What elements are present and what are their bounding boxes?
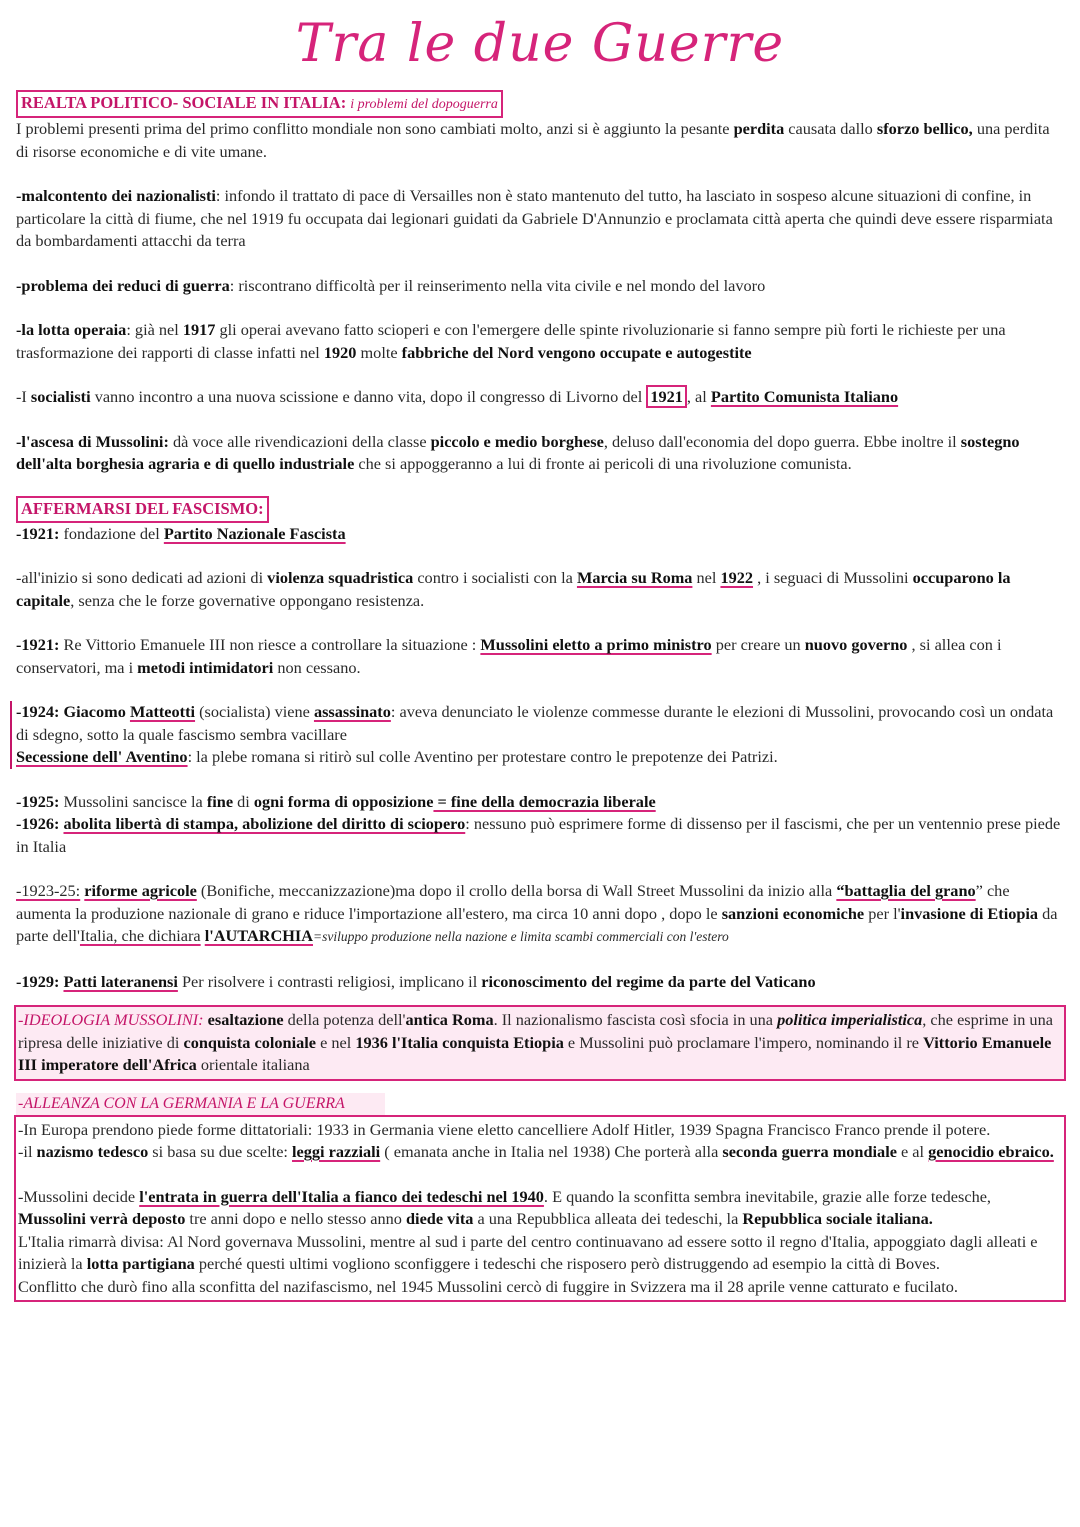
text: nel <box>692 568 721 587</box>
text: contro i socialisti con la <box>413 568 577 587</box>
paragraph-1925 <box>16 791 1066 814</box>
text: I problemi presenti prima del primo conflitto mondiale non sono cambiati molto, anzi si è aggiunto la pesante <box>16 119 734 138</box>
page-title: Tra le due Guerre <box>295 14 785 74</box>
text: -Mussolini decide <box>18 1186 140 1206</box>
paragraph-matteotti <box>16 701 1066 746</box>
keyword-underlined: Marcia su Roma <box>576 568 693 587</box>
text: , che esprime in una ripresa delle iniziative di <box>18 1010 1053 1052</box>
text: . E quando la sconfitta sembra inevitabile, grazie alle forze tedesche, <box>543 1186 992 1206</box>
paragraph-marcia-roma <box>16 567 1066 612</box>
keyword-underlined: Partito Comunista Italiano <box>710 387 899 406</box>
keyword: socialisti <box>30 387 91 406</box>
keyword: invasione di Etiopia <box>900 903 1039 923</box>
section-subheader: i problemi del dopoguerra <box>350 97 498 112</box>
text: -I <box>16 387 31 406</box>
keyword: violenza squadristica <box>267 568 414 587</box>
text: causata dallo <box>784 119 877 138</box>
text: , deluso dall'economia del dopo guerra. Ebbe inoltre il <box>603 431 961 451</box>
text: ( emanata anche in Italia nel 1938) Che porterà alla <box>380 1142 723 1161</box>
paragraph-riforme-agricole <box>16 880 1066 949</box>
text: per creare un <box>711 635 805 654</box>
text: : già nel <box>126 320 183 339</box>
keyword: occuparono la capitale <box>16 568 1011 610</box>
paragraph-dittature <box>18 1119 1062 1142</box>
paragraph-intro <box>16 118 1066 163</box>
text: , al <box>686 387 711 406</box>
keyword: -l'ascesa di Mussolini: <box>16 431 169 451</box>
paragraph-1921-pnf <box>16 523 1066 546</box>
text: per l' <box>864 903 901 923</box>
section-header: -IDEOLOGIA MUSSOLINI: <box>18 1010 204 1029</box>
text: -all'inizio si sono dedicati ad azioni di <box>16 568 268 587</box>
text: Re Vittorio Emanuele III non riesce a controllare la situazione : <box>59 635 481 654</box>
keyword: conquista coloniale <box>183 1032 316 1052</box>
text: Mussolini sancisce la <box>59 791 207 811</box>
paragraph-patti-lateranensi <box>16 971 1066 994</box>
paragraph-fine-conflitto <box>18 1276 1062 1299</box>
text: : riscontrano difficoltà per il reinserimento nella vita civile e nel mondo del lavoro <box>229 275 766 295</box>
text: : infondo il trattato di pace di Versailles non è stato mantenuto del tutto, ha lasciato in sospeso alcune situazioni di confine, in particolare la città di fiume, che nel 1919 fu occupata dai legionari guidati da Gabriele D'Annunzio e proclamata città aperta che quindi deve essere risparmiata da bombardamenti attacchi da terra <box>16 186 1053 250</box>
text: e Mussolini può proclamare l'impero, nominando il re <box>563 1032 924 1052</box>
year: -1929: <box>16 971 60 991</box>
text: della potenza dell' <box>283 1010 406 1029</box>
keyword-underlined: abolita libertà di stampa, abolizione del diritto di sciopero <box>63 814 466 833</box>
paragraph-nazionalisti <box>16 185 1066 253</box>
year: -1925: <box>16 791 60 811</box>
text: perché questi ultimi vogliono sconfiggere i tedeschi che risposero però distruggendo ad esempio la città di Boves. <box>194 1254 940 1273</box>
keyword: antica Roma <box>405 1010 494 1029</box>
paragraph-ideologia <box>18 1009 1062 1077</box>
keyword: metodi intimidatori <box>137 657 274 677</box>
year: -1926: <box>16 814 60 833</box>
text: (Bonifiche, meccanizzazione)ma dopo il crollo della borsa di Wall Street Mussolini da inizio alla <box>196 881 837 900</box>
keyword: diede vita <box>406 1209 474 1228</box>
paragraph-1926 <box>16 813 1066 858</box>
text: e al <box>896 1142 929 1161</box>
section-fascismo <box>16 496 1066 994</box>
year-underlined: 1922 <box>720 568 754 587</box>
keyword: sostegno dell'alta borghesia agraria e di quello industriale <box>16 431 1020 473</box>
keyword: 1936 l'Italia conquista Etiopia <box>355 1032 564 1052</box>
keyword-underlined: l'AUTARCHIA <box>204 926 313 945</box>
section-header-box <box>16 496 269 523</box>
text: da parte dell' <box>16 903 1058 945</box>
matteotti-bracket <box>10 701 1066 769</box>
section-ideologia <box>14 1005 1066 1081</box>
keyword: politica imperialistica <box>777 1010 923 1029</box>
text: di <box>233 791 254 811</box>
paragraph-aventino <box>16 746 1066 769</box>
text: (socialista) viene <box>195 702 314 721</box>
keyword-underlined: Secessione dell' Aventino <box>16 747 188 766</box>
keyword: nuovo governo <box>804 635 908 654</box>
keyword: esaltazione <box>207 1010 284 1029</box>
keyword: fabbriche del Nord vengono occupate e autogestite <box>401 342 752 362</box>
paragraph-nazismo <box>18 1141 1062 1164</box>
keyword-underlined: = fine della democrazia liberale <box>433 791 656 811</box>
keyword: Mussolini verrà deposto <box>18 1209 186 1228</box>
keyword: perdita <box>733 119 785 138</box>
alliance-box <box>14 1115 1066 1303</box>
keyword: lotta partigiana <box>86 1254 195 1273</box>
year-underlined: -1923-25: <box>16 881 81 900</box>
text: Per risolvere i contrasti religiosi, implicano il <box>177 971 482 991</box>
text: orientale italiana <box>196 1055 310 1074</box>
keyword: ogni forma di opposizione <box>253 791 434 811</box>
keyword-underlined: assassinato <box>313 702 391 721</box>
year: -1921: <box>16 523 60 543</box>
paragraph-ascesa-mussolini <box>16 431 1066 476</box>
year: -1924: Giacomo <box>16 702 130 721</box>
text: tre anni dopo e nello stesso anno <box>185 1209 406 1228</box>
keyword: nazismo tedesco <box>36 1142 149 1161</box>
keyword: Vittorio Emanuele III imperatore dell'Africa <box>18 1032 1052 1074</box>
keyword-underlined: Partito Nazionale Fascista <box>163 523 346 543</box>
keyword: -la lotta operaia <box>16 320 127 339</box>
text: a una Repubblica alleata dei tedeschi, la <box>473 1209 743 1228</box>
text: non cessano. <box>273 657 361 677</box>
paragraph-reduci <box>16 275 1066 298</box>
year: 1917 <box>182 320 216 339</box>
text: dà voce alle rivendicazioni della classe <box>168 431 431 451</box>
text: : nessuno può esprimere forme di dissenso per il fascismi, che per un ventennio prese piede in Italia <box>16 814 1061 856</box>
notes-body <box>16 90 1066 1302</box>
year: 1920 <box>323 342 357 362</box>
text: vanno incontro a una nuova scissione e danno vita, dopo il congresso di Livorno del <box>90 387 647 406</box>
keyword: piccolo e medio borghese <box>430 431 604 451</box>
paragraph-lotta-operaia <box>16 319 1066 364</box>
text: -In Europa prendono piede forme dittatoriali: 1933 in Germania viene eletto cancelliere Adolf Hitler, 1939 Spagna Francisco Franco prende il potere. <box>18 1119 991 1139</box>
keyword: -malcontento dei nazionalisti <box>16 186 216 205</box>
text: fondazione del <box>59 523 164 543</box>
text: una perdita di risorse economiche e di vite umane. <box>16 119 1050 161</box>
text: gli operai avevano fatto scioperi e con l'emergere delle spinte rivoluzionarie si fanno sempre più forti le richieste per una trasformazione dei rapporti di classe infatti nel <box>16 320 1006 362</box>
text: , si allea con i conservatori, ma i <box>16 635 1002 677</box>
paragraph-italia-divisa <box>18 1231 1062 1276</box>
paragraph-primo-ministro <box>16 634 1066 679</box>
paragraph-socialisti <box>16 386 1066 409</box>
text-underlined: Italia, che dichiara <box>79 926 201 945</box>
section-header: AFFERMARSI DEL FASCISMO: <box>21 498 264 518</box>
section-header: REALTA POLITICO- SOCIALE IN ITALIA: <box>21 93 347 112</box>
keyword: sforzo bellico, <box>876 119 973 138</box>
text: : la plebe romana si ritirò sul colle Aventino per protestare contro le prepotenze dei Patrizi. <box>187 747 778 766</box>
text: e nel <box>316 1032 356 1052</box>
section-politico-sociale <box>16 90 1066 476</box>
keyword-underlined: Patti lateranensi <box>63 971 178 991</box>
italic-note: =sviluppo produzione nella nazione e limita scambi commerciali con l'estero <box>312 929 729 944</box>
keyword: fine <box>206 791 234 811</box>
text: ” che aumenta la produzione nazionale di grano e riduce l'importazione all'estero, ma circa 10 anni dopo , dopo le <box>16 881 1010 923</box>
keyword-underlined: leggi razziali <box>292 1142 381 1161</box>
keyword: -problema dei reduci di guerra <box>16 275 230 295</box>
keyword-underlined: genocidio ebraico. <box>928 1142 1054 1161</box>
text: molte <box>356 342 402 362</box>
text: L'Italia rimarrà divisa: Al Nord governava Mussolini, mentre al sud i parte del centro continuavano ad essere sotto il regno d'Italia, appoggiato dagli alleati e inizierà la <box>18 1231 1038 1273</box>
keyword: riconoscimento del regime da parte del Vaticano <box>481 971 816 991</box>
keyword-underlined: Matteotti <box>129 702 196 721</box>
year: -1921: <box>16 635 60 654</box>
paragraph-entrata-guerra <box>18 1186 1062 1231</box>
keyword: seconda guerra mondiale <box>722 1142 897 1161</box>
text: Conflitto che durò fino alla sconfitta del nazifascismo, nel 1945 Mussolini cercò di fuggire in Svizzera ma il 28 aprile venne catturato e fucilato. <box>18 1276 958 1296</box>
text: : aveva denunciato le violenze commesse durante le elezioni di Mussolini, provocando così un ondata di sdegno, sotto la quale fascismo sembra vacillare <box>16 702 1054 744</box>
keyword-underlined: Mussolini eletto a primo ministro <box>480 635 712 654</box>
keyword: Repubblica sociale italiana. <box>742 1209 933 1228</box>
year-boxed: 1921 <box>646 385 687 408</box>
keyword-underlined: “battaglia del grano <box>836 881 976 900</box>
section-header-box <box>16 90 503 118</box>
section-alleanza <box>16 1093 1066 1303</box>
text: , senza che le forze governative oppongano resistenza. <box>70 590 425 610</box>
keyword-underlined: riforme agricole <box>84 881 197 900</box>
section-header: -ALLEANZA CON LA GERMANIA E LA GUERRA <box>16 1093 385 1115</box>
text: -il <box>18 1142 37 1161</box>
text: , i seguaci di Mussolini <box>753 568 913 587</box>
keyword: sanzioni economiche <box>721 903 865 923</box>
text: . Il nazionalismo fascista così sfocia in una <box>493 1010 778 1029</box>
text: si basa su due scelte: <box>148 1142 293 1161</box>
keyword-underlined: l'entrata in guerra dell'Italia a fianco dei tedeschi nel 1940 <box>139 1186 544 1206</box>
text: che si appoggeranno a lui di fronte ai pericoli di una rivoluzione comunista. <box>354 454 852 473</box>
